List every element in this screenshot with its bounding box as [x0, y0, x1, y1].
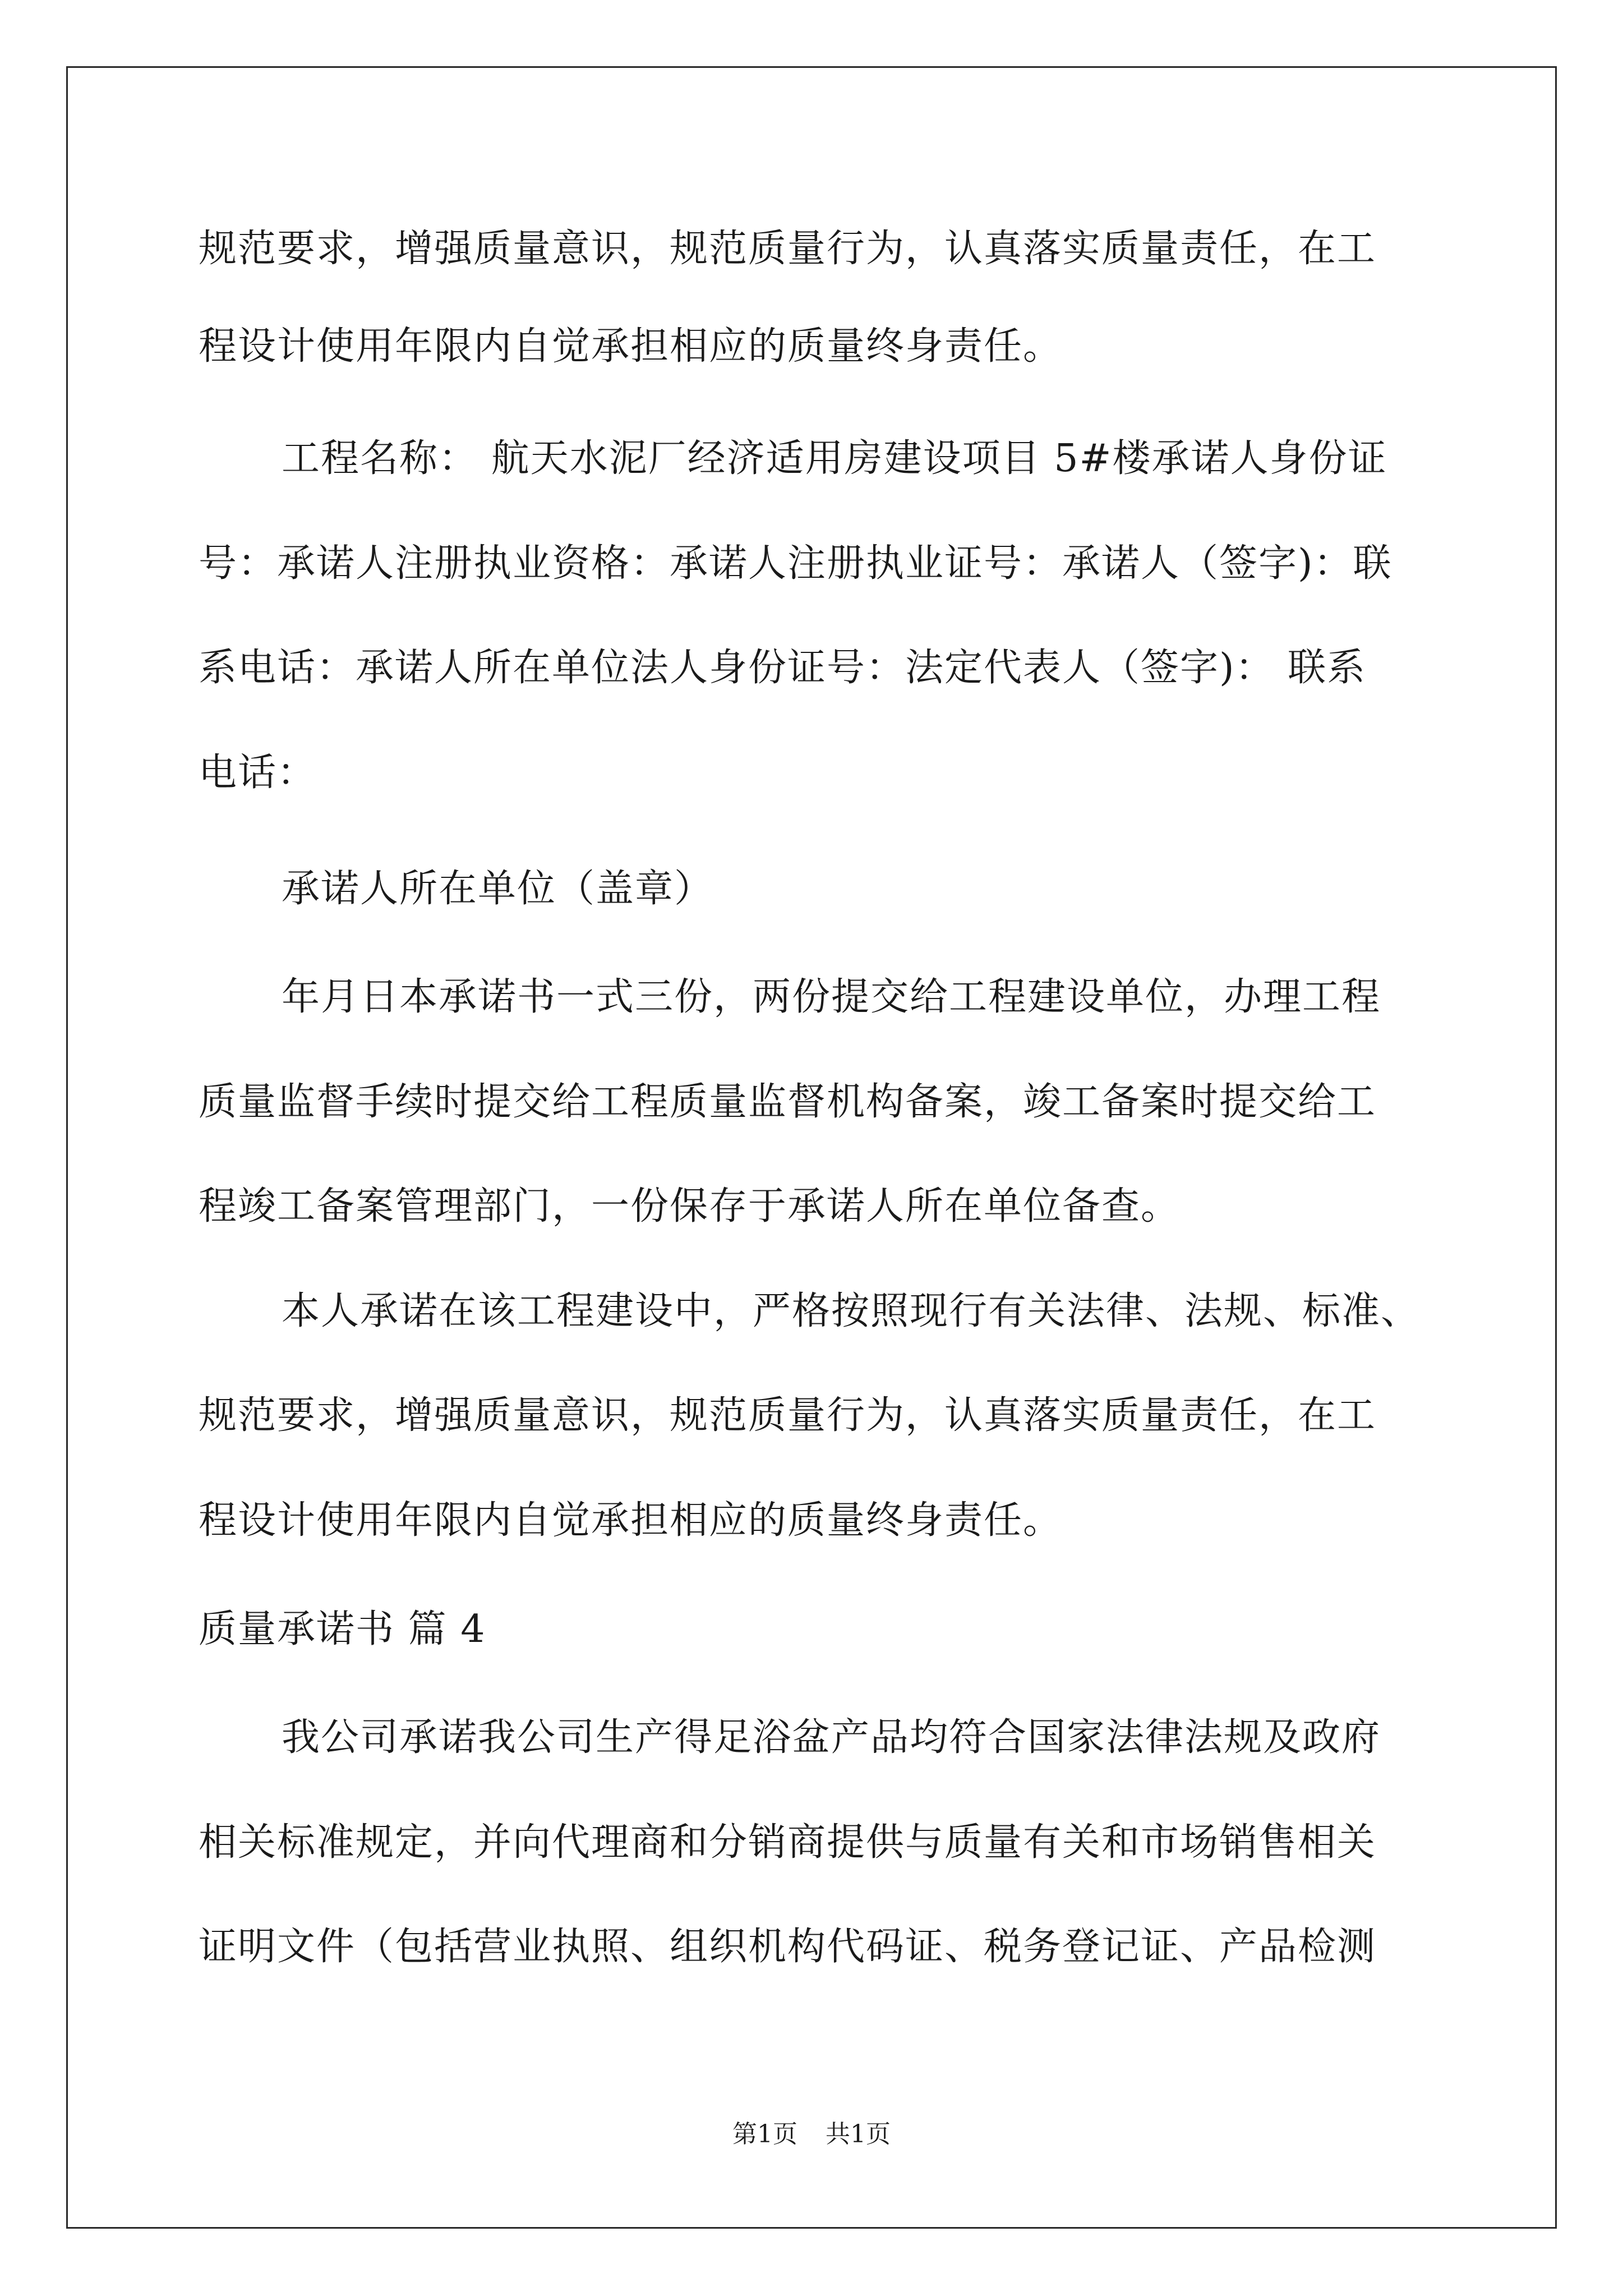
text-line: 规范要求，增强质量意识，规范质量行为，认真落实质量责任，在工 [199, 227, 1377, 271]
text-line: 我公司承诺我公司生产得足浴盆产品均符合国家法律法规及政府 [282, 1715, 1381, 1760]
text-line: 程竣工备案管理部门，一份保存于承诺人所在单位备查。 [199, 1184, 1181, 1228]
text-line: 程设计使用年限内自觉承担相应的质量终身责任。 [199, 324, 1063, 369]
text-line: 程设计使用年限内自觉承担相应的质量终身责任。 [199, 1498, 1063, 1543]
page-border [66, 66, 1557, 2229]
text-line: 号：承诺人注册执业资格：承诺人注册执业证号：承诺人（签字)：联 [199, 541, 1393, 586]
text-line: 系电话：承诺人所在单位法人身份证号：法定代表人（签字)： 联系 [199, 646, 1367, 690]
text-line: 年月日本承诺书一式三份，两份提交给工程建设单位，办理工程 [282, 975, 1381, 1019]
page-total: 共1页 [826, 2120, 891, 2148]
text-line: 本人承诺在该工程建设中，严格按照现行有关法律、法规、标准、 [282, 1289, 1421, 1333]
text-line: 工程名称： 航天水泥厂经济适用房建设项目 5#楼承诺人身份证 [282, 436, 1387, 481]
text-line: 质量监督手续时提交给工程质量监督机构备案，竣工备案时提交给工 [199, 1080, 1377, 1124]
page-footer [0, 2118, 1623, 2151]
text-line: 证明文件（包括营业执照、组织机构代码证、税务登记证、产品检测 [199, 1925, 1377, 1969]
section-heading: 质量承诺书 篇 4 [199, 1607, 486, 1651]
text-line: 承诺人所在单位（盖章） [282, 867, 714, 911]
text-line: 规范要求，增强质量意识，规范质量行为，认真落实质量责任，在工 [199, 1393, 1377, 1438]
page-number: 第1页 [732, 2120, 797, 2148]
text-line: 电话： [199, 751, 317, 795]
text-line: 相关标准规定，并向代理商和分销商提供与质量有关和市场销售相关 [199, 1820, 1377, 1865]
